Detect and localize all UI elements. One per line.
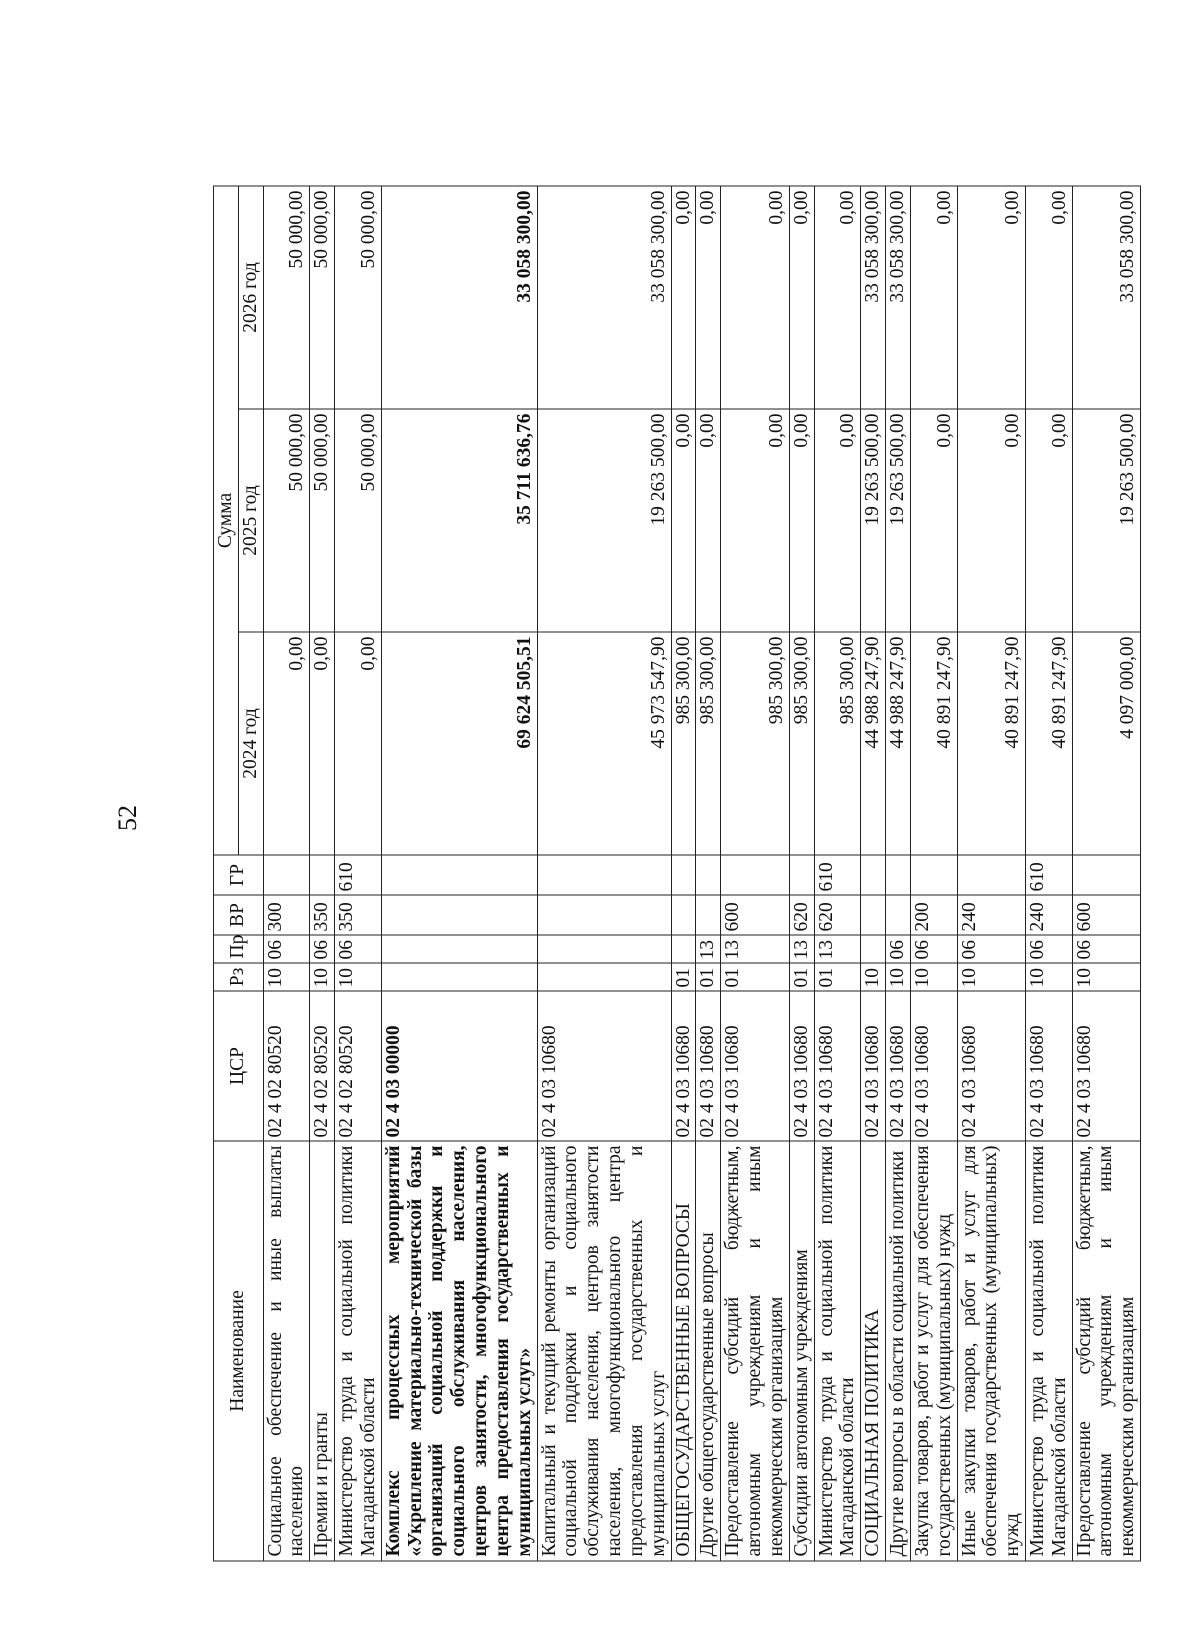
cell-rz: 01 xyxy=(721,963,789,991)
table-row xyxy=(381,186,537,1561)
cell-2026: 50 000,00 xyxy=(335,186,382,409)
cell-vr: 350 xyxy=(335,895,382,935)
cell-pr: 06 xyxy=(1072,935,1140,963)
cell-gr xyxy=(721,855,789,895)
cell-rz: 10 xyxy=(263,963,310,991)
cell-pr xyxy=(861,935,886,963)
cell-pr xyxy=(381,935,537,963)
cell-pr: 06 xyxy=(263,935,310,963)
table-row xyxy=(721,186,789,1561)
cell-pr: 06 xyxy=(1025,935,1072,963)
cell-name: Субсидии автономным учреждениям xyxy=(789,1141,814,1561)
cell-name: Другие вопросы в области социальной политики xyxy=(886,1141,911,1561)
table-row xyxy=(1072,186,1140,1561)
cell-vr xyxy=(537,895,671,935)
cell-pr: 13 xyxy=(814,935,861,963)
cell-name: Министерство труда и социальной политики Магаданской области xyxy=(1025,1141,1072,1561)
header-year-2026: 2026 год xyxy=(238,186,263,409)
cell-vr: 240 xyxy=(957,895,1025,935)
cell-csr: 02 4 03 10680 xyxy=(721,991,789,1141)
cell-2025: 50 000,00 xyxy=(310,409,335,632)
cell-2026: 33 058 300,00 xyxy=(537,186,671,409)
cell-csr: 02 4 03 10680 xyxy=(1025,991,1072,1141)
cell-2025: 0,00 xyxy=(910,409,957,632)
cell-2026: 50 000,00 xyxy=(263,186,310,409)
table-row xyxy=(696,186,721,1561)
cell-rz: 10 xyxy=(910,963,957,991)
cell-pr xyxy=(537,935,671,963)
cell-2026: 33 058 300,00 xyxy=(861,186,886,409)
cell-csr: 02 4 03 10680 xyxy=(1072,991,1140,1141)
cell-vr: 240 xyxy=(1025,895,1072,935)
cell-gr xyxy=(861,855,886,895)
cell-2024: 40 891 247,90 xyxy=(910,632,957,855)
cell-rz: 10 xyxy=(310,963,335,991)
cell-rz xyxy=(537,963,671,991)
header-sum: Сумма xyxy=(214,186,239,855)
cell-rz: 10 xyxy=(1025,963,1072,991)
table-row xyxy=(263,186,310,1561)
cell-gr xyxy=(381,855,537,895)
cell-vr: 620 xyxy=(789,895,814,935)
cell-name: Социальное обеспечение и иные выплаты населению xyxy=(263,1141,310,1561)
cell-2024: 985 300,00 xyxy=(696,632,721,855)
cell-csr: 02 4 02 80520 xyxy=(310,991,335,1141)
cell-vr xyxy=(696,895,721,935)
cell-vr xyxy=(381,895,537,935)
cell-2024: 44 988 247,90 xyxy=(861,632,886,855)
cell-vr: 350 xyxy=(310,895,335,935)
cell-csr: 02 4 03 10680 xyxy=(696,991,721,1141)
cell-vr xyxy=(671,895,696,935)
budget-table xyxy=(213,186,1141,1562)
cell-gr xyxy=(957,855,1025,895)
cell-2026: 0,00 xyxy=(789,186,814,409)
table-row xyxy=(861,186,886,1561)
cell-2025: 50 000,00 xyxy=(263,409,310,632)
cell-2024: 985 300,00 xyxy=(789,632,814,855)
cell-2026: 33 058 300,00 xyxy=(1072,186,1140,409)
cell-pr: 13 xyxy=(721,935,789,963)
table-body xyxy=(263,186,1140,1561)
cell-csr: 02 4 03 10680 xyxy=(537,991,671,1141)
table-row xyxy=(910,186,957,1561)
cell-rz: 10 xyxy=(957,963,1025,991)
cell-vr: 600 xyxy=(721,895,789,935)
cell-2025: 0,00 xyxy=(789,409,814,632)
cell-2024: 0,00 xyxy=(263,632,310,855)
cell-gr xyxy=(696,855,721,895)
cell-csr: 02 4 03 10680 xyxy=(789,991,814,1141)
cell-2026: 0,00 xyxy=(1025,186,1072,409)
cell-2025: 0,00 xyxy=(814,409,861,632)
cell-2024: 985 300,00 xyxy=(814,632,861,855)
cell-rz: 01 xyxy=(814,963,861,991)
cell-name: Другие общегосударственные вопросы xyxy=(696,1141,721,1561)
cell-name: Премии и гранты xyxy=(310,1141,335,1561)
cell-2025: 19 263 500,00 xyxy=(1072,409,1140,632)
cell-gr: 610 xyxy=(814,855,861,895)
cell-gr xyxy=(886,855,911,895)
cell-rz: 10 xyxy=(861,963,886,991)
cell-pr: 06 xyxy=(957,935,1025,963)
cell-2026: 0,00 xyxy=(696,186,721,409)
cell-2024: 0,00 xyxy=(310,632,335,855)
cell-vr: 600 xyxy=(1072,895,1140,935)
cell-csr: 02 4 03 10680 xyxy=(671,991,696,1141)
cell-rz: 01 xyxy=(696,963,721,991)
cell-name: Закупка товаров, работ и услуг для обеспечения государственных (муниципальных) нужд xyxy=(910,1141,957,1561)
table-row xyxy=(789,186,814,1561)
cell-vr xyxy=(861,895,886,935)
header-gr: ГР xyxy=(214,855,264,895)
cell-csr: 02 4 02 80520 xyxy=(263,991,310,1141)
cell-pr: 06 xyxy=(910,935,957,963)
cell-2025: 19 263 500,00 xyxy=(537,409,671,632)
cell-csr: 02 4 03 10680 xyxy=(814,991,861,1141)
cell-2025: 0,00 xyxy=(721,409,789,632)
cell-name: Предоставление субсидий бюджетным, автономным учреждениям и иным некоммерческим организациям xyxy=(721,1141,789,1561)
table-row xyxy=(537,186,671,1561)
cell-csr: 02 4 03 10680 xyxy=(910,991,957,1141)
cell-rz: 01 xyxy=(671,963,696,991)
cell-2025: 19 263 500,00 xyxy=(861,409,886,632)
cell-2025: 0,00 xyxy=(1025,409,1072,632)
cell-csr: 02 4 03 10680 xyxy=(861,991,886,1141)
table-row xyxy=(1025,186,1072,1561)
cell-2026: 0,00 xyxy=(957,186,1025,409)
cell-2025: 19 263 500,00 xyxy=(886,409,911,632)
header-pr: Пр xyxy=(214,935,264,963)
cell-gr xyxy=(671,855,696,895)
cell-name: Иные закупки товаров, работ и услуг для обеспечения государственных (муниципальных) нужд xyxy=(957,1141,1025,1561)
header-year-2025: 2025 год xyxy=(238,409,263,632)
cell-rz: 10 xyxy=(1072,963,1140,991)
table-row xyxy=(814,186,861,1561)
cell-csr: 02 4 03 00000 xyxy=(381,991,537,1141)
header-rz: Рз xyxy=(214,963,264,991)
table-header-row xyxy=(214,186,239,1561)
cell-pr: 13 xyxy=(789,935,814,963)
cell-2024: 985 300,00 xyxy=(721,632,789,855)
cell-2024: 985 300,00 xyxy=(671,632,696,855)
cell-2026: 50 000,00 xyxy=(310,186,335,409)
cell-2024: 45 973 547,90 xyxy=(537,632,671,855)
cell-vr: 200 xyxy=(910,895,957,935)
cell-2025: 35 711 636,76 xyxy=(381,409,537,632)
cell-rz: 01 xyxy=(789,963,814,991)
cell-name: Министерство труда и социальной политики Магаданской области xyxy=(814,1141,861,1561)
cell-2026: 33 058 300,00 xyxy=(886,186,911,409)
cell-name: Комплекс процессных мероприятий «Укрепление материально-технической базы организаций социальной поддержки и социального обслуживания населения, центров занятости, многофункционального центра предоставления государственных и муниципальных услуг» xyxy=(381,1141,537,1561)
table-row xyxy=(671,186,696,1561)
cell-2025: 0,00 xyxy=(696,409,721,632)
cell-2024: 40 891 247,90 xyxy=(957,632,1025,855)
cell-2025: 0,00 xyxy=(671,409,696,632)
cell-name: Капитальный и текущий ремонты организаций социальной поддержки и социального обслуживания населения, центров занятости населения, многофункционального центра предоставления государственных и муниципальных услуг xyxy=(537,1141,671,1561)
cell-gr xyxy=(537,855,671,895)
cell-gr xyxy=(263,855,310,895)
table-row xyxy=(886,186,911,1561)
table-row xyxy=(957,186,1025,1561)
page-number: 52 xyxy=(113,805,142,831)
cell-rz: 10 xyxy=(886,963,911,991)
header-vr: ВР xyxy=(214,895,264,935)
cell-2024: 69 624 505,51 xyxy=(381,632,537,855)
budget-table-container xyxy=(213,187,1139,1562)
table-row xyxy=(335,186,382,1561)
cell-2026: 0,00 xyxy=(910,186,957,409)
cell-pr: 13 xyxy=(696,935,721,963)
cell-vr: 620 xyxy=(814,895,861,935)
cell-csr: 02 4 03 10680 xyxy=(957,991,1025,1141)
cell-2024: 40 891 247,90 xyxy=(1025,632,1072,855)
table-row xyxy=(310,186,335,1561)
cell-name: СОЦИАЛЬНАЯ ПОЛИТИКА xyxy=(861,1141,886,1561)
cell-2026: 33 058 300,00 xyxy=(381,186,537,409)
cell-pr: 06 xyxy=(335,935,382,963)
cell-csr: 02 4 03 10680 xyxy=(886,991,911,1141)
cell-2024: 0,00 xyxy=(335,632,382,855)
cell-2025: 50 000,00 xyxy=(335,409,382,632)
cell-rz: 10 xyxy=(335,963,382,991)
cell-vr xyxy=(886,895,911,935)
header-year-2024: 2024 год xyxy=(238,632,263,855)
cell-gr xyxy=(310,855,335,895)
cell-2025: 0,00 xyxy=(957,409,1025,632)
cell-vr: 300 xyxy=(263,895,310,935)
cell-csr: 02 4 02 80520 xyxy=(335,991,382,1141)
header-csr: ЦСР xyxy=(214,991,264,1141)
cell-gr xyxy=(910,855,957,895)
cell-name: ОБЩЕГОСУДАРСТВЕННЫЕ ВОПРОСЫ xyxy=(671,1141,696,1561)
cell-gr xyxy=(789,855,814,895)
cell-rz xyxy=(381,963,537,991)
cell-gr xyxy=(1072,855,1140,895)
header-name: Наименование xyxy=(214,1141,264,1561)
cell-2026: 0,00 xyxy=(721,186,789,409)
cell-pr xyxy=(671,935,696,963)
cell-2026: 0,00 xyxy=(814,186,861,409)
cell-pr: 06 xyxy=(310,935,335,963)
cell-name: Министерство труда и социальной политики Магаданской области xyxy=(335,1141,382,1561)
cell-gr: 610 xyxy=(335,855,382,895)
cell-2026: 0,00 xyxy=(671,186,696,409)
cell-pr: 06 xyxy=(886,935,911,963)
cell-name: Предоставление субсидий бюджетным, автономным учреждениям и иным некоммерческим организациям xyxy=(1072,1141,1140,1561)
cell-gr: 610 xyxy=(1025,855,1072,895)
cell-2024: 44 988 247,90 xyxy=(886,632,911,855)
cell-2024: 4 097 000,00 xyxy=(1072,632,1140,855)
